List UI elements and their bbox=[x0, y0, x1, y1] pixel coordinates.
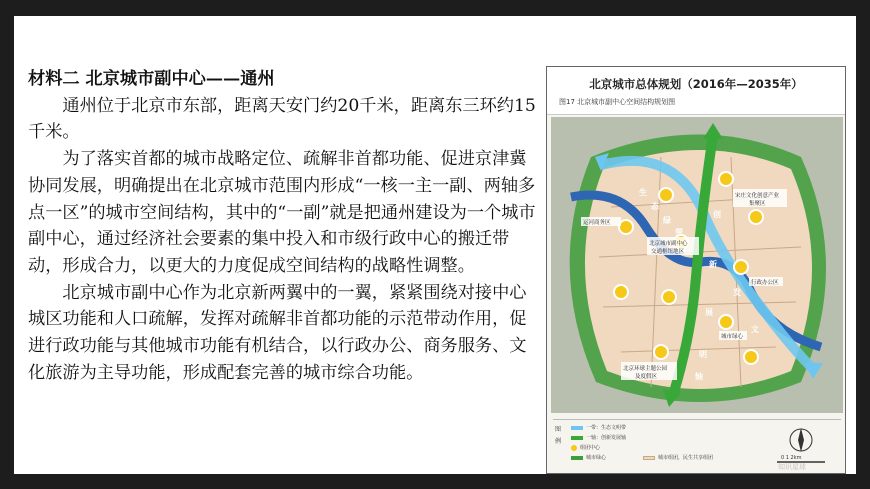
material-text bbox=[28, 66, 540, 386]
label-admin: 行政办公区 bbox=[751, 280, 779, 286]
axis-char-3: 绿 bbox=[663, 216, 671, 225]
label-center-2: 交通枢纽地区 bbox=[651, 249, 685, 255]
axis-char-7: 发 bbox=[733, 288, 741, 297]
map-illustration bbox=[551, 117, 843, 413]
watermark: 知识星球 bbox=[778, 463, 806, 471]
paragraph-function: 北京城市副中心作为北京新两翼中的一翼，紧紧围绕对接中心城区功能和人口疏解，发挥对疏解非首都功能的示范带动作用，促进行政功能与其他城市功能有机结合，以行政办公、商务服务、文化旅游为主导功能，形成配套完善的城市综合功能。 bbox=[28, 282, 527, 383]
map-header bbox=[547, 67, 845, 115]
axis-char-5: 创 bbox=[713, 210, 721, 219]
axis-char-10: 明 bbox=[699, 350, 707, 359]
legend-swatch-2 bbox=[571, 436, 583, 440]
label-center-1: 北京城市副中心 bbox=[649, 241, 688, 247]
legend-item-5: 城市组团，民生共享组团 bbox=[643, 454, 713, 461]
label-culture-2: 集聚区 bbox=[749, 201, 766, 207]
label-culture-1: 宋庄文化创意产业 bbox=[735, 193, 780, 199]
legend-item-4: 城市绿心 bbox=[571, 454, 606, 461]
map-subtitle: 图17 北京城市副中心空间结构规划图 bbox=[559, 98, 676, 106]
axis-char-8: 展 bbox=[705, 308, 713, 317]
label-green-heart: 城市绿心 bbox=[721, 334, 744, 340]
legend-swatch-4 bbox=[571, 456, 583, 460]
axis-char-11: 轴 bbox=[695, 372, 703, 381]
planning-map bbox=[546, 66, 846, 474]
material-heading: 材料二 北京城市副中心——通州 bbox=[28, 69, 275, 89]
legend-label: 图例 bbox=[555, 426, 562, 445]
axis-char-9: 文 bbox=[751, 325, 759, 334]
legend-swatch-5 bbox=[643, 456, 655, 460]
label-west-business: 运河商务区 bbox=[583, 220, 611, 226]
legend-item-2: 一轴：创新发展轴 bbox=[571, 434, 626, 441]
axis-char-1: 生 bbox=[639, 188, 647, 197]
legend-item-1: 一带：生态文明带 bbox=[571, 424, 626, 431]
label-park-2: 及度假区 bbox=[635, 374, 658, 380]
scale-label: 0 1 2km bbox=[781, 455, 802, 461]
slide bbox=[14, 16, 856, 474]
legend-swatch-1 bbox=[571, 426, 583, 430]
legend-item-3: 组团中心 bbox=[571, 444, 600, 451]
paragraph-strategy: 为了落实首都的城市战略定位、疏解非首都功能、促进京津冀协同发展，明确提出在北京城市范围内形成“一核一主一副、两轴多点一区”的城市空间结构，其中的“一副”就是把通州建设为一个城市副中心，通过经济社会要素的集中投入和市级行政中心的搬迁带动，形成合力，以更大的力度促成空间结构的战略性调整。 bbox=[28, 149, 536, 276]
axis-char-6: 新 bbox=[709, 260, 717, 269]
map-title: 北京城市总体规划（2016年—2035年） bbox=[589, 77, 803, 91]
label-park-1: 北京环球主题公园 bbox=[623, 366, 668, 372]
axis-char-2: 态 bbox=[651, 202, 659, 211]
legend-swatch-3 bbox=[571, 445, 577, 451]
paragraph-location: 通州位于北京市东部，距离天安门约20千米，距离东三环约15千米。 bbox=[28, 95, 536, 143]
axis-char-4: 带 bbox=[675, 228, 683, 237]
